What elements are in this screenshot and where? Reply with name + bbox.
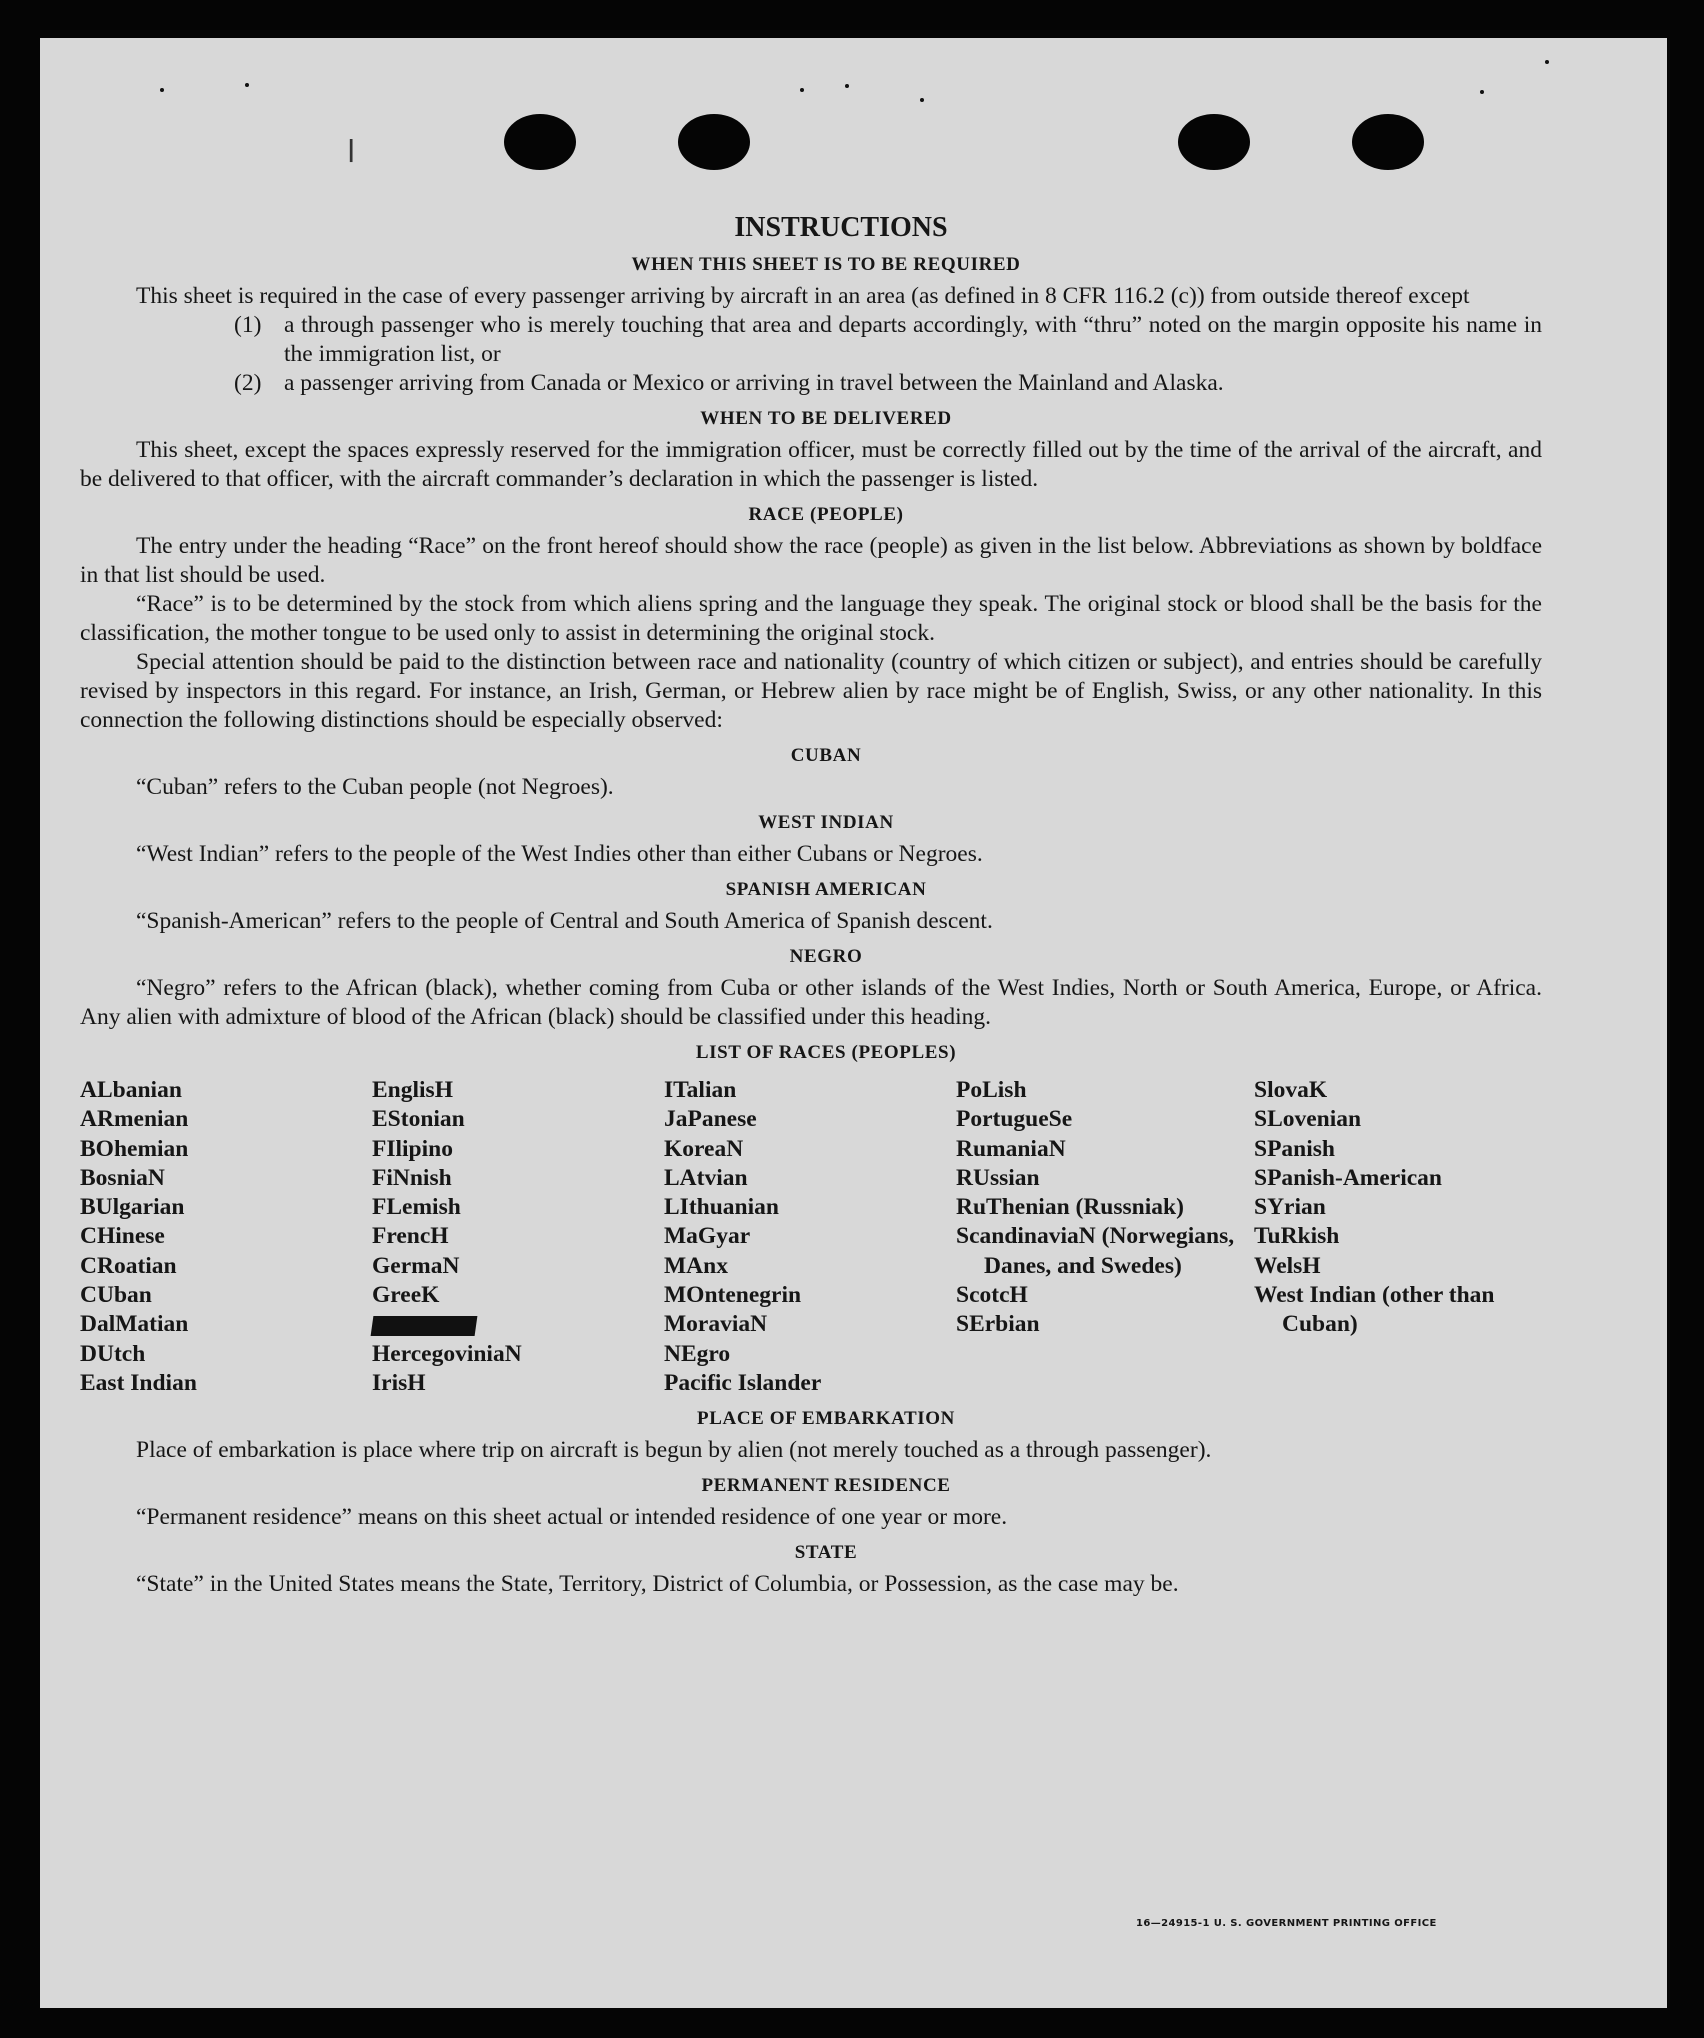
page-title: INSTRUCTIONS: [734, 212, 948, 243]
west-indian-text: “West Indian” refers to the people of the West Indies other than either Cubans or Negroes.: [136, 841, 983, 867]
ink-speck: [1545, 60, 1549, 64]
race-entry: MOntenegrin: [664, 1282, 802, 1309]
race-entry-redacted: [372, 1310, 664, 1339]
race-entry: LAtvian: [664, 1164, 748, 1191]
section-heading-state: STATE: [794, 1542, 858, 1564]
race-entry: West Indian (other than Cuban): [1254, 1282, 1495, 1338]
race-entry: Pacific Islander: [664, 1369, 822, 1396]
ink-speck: [800, 88, 804, 92]
races-list: [80, 1076, 1542, 1398]
punch-hole: [504, 114, 576, 170]
race-entry: CHinese: [80, 1223, 165, 1250]
race-entry: PortugueSe: [956, 1106, 1073, 1133]
race-entry: East Indian: [80, 1369, 197, 1396]
race-entry: BOhemian: [80, 1135, 189, 1162]
races-column: [664, 1076, 956, 1398]
race-entry: IrisH: [372, 1369, 426, 1396]
race-entry: EnglisH: [372, 1077, 453, 1103]
race-entry: LIthuanian: [664, 1194, 779, 1221]
required-intro: This sheet is required in the case of every passenger arriving by aircraft in an area (as defined in 8 CFR 116.2 (c)) from outside thereof except: [136, 283, 1470, 309]
race-entry: ARmenian: [80, 1106, 189, 1133]
race-entry: KoreaN: [664, 1135, 744, 1162]
race-entry: PoLish: [956, 1077, 1027, 1103]
race-entry: SlovaK: [1254, 1077, 1328, 1103]
race-entry: CUban: [80, 1282, 152, 1309]
ink-speck: [920, 98, 924, 102]
ink-speck: [845, 84, 849, 88]
delivered-text: This sheet, except the spaces expressly reserved for the immigration officer, must be correctly filled out by the time of the arrival of the aircraft, and be delivered to that officer, with the aircraft commander’s declaration in which the passenger is listed.: [80, 437, 1542, 492]
race-entry: DUtch: [80, 1340, 146, 1367]
negro-text: “Negro” refers to the African (black), whether coming from Cuba or other islands of the West Indies, North or South America, Europe, or Africa. Any alien with admixture of blood of the African (black) should be classified under this heading.: [80, 975, 1542, 1030]
race-entry: NEgro: [664, 1340, 731, 1367]
section-heading-cuban: CUBAN: [790, 745, 862, 766]
list-item: [80, 369, 1542, 398]
race-entry: GermaN: [372, 1252, 460, 1279]
race-entry: RuThenian (Russniak): [956, 1194, 1184, 1221]
item-text: a passenger arriving from Canada or Mexico or arriving in travel between the Mainland and Alaska.: [284, 370, 1224, 396]
races-column: [1254, 1076, 1546, 1398]
race-paragraph: Special attention should be paid to the distinction between race and nationality (country of which citizen or subject), and entries should be carefully revised by inspectors in this regard. For instance, an Irish, German, or Hebrew alien by race might be of English, Swiss, or any other nationality. In this connection the following distinctions should be especially observed:: [80, 649, 1542, 733]
race-entry: FLemish: [372, 1194, 461, 1221]
race-entry: ScandinaviaN (Norwegians, Danes, and Swedes): [956, 1223, 1235, 1279]
races-column: [956, 1076, 1254, 1398]
ink-speck: [1480, 90, 1484, 94]
printer-imprint: 16—24915-1 U. S. GOVERNMENT PRINTING OFFICE: [1136, 1918, 1437, 1929]
race-entry: CRoatian: [80, 1252, 177, 1279]
race-entry: SLovenian: [1254, 1106, 1362, 1133]
section-heading-delivered: WHEN TO BE DELIVERED: [700, 408, 952, 429]
race-entry: MoraviaN: [664, 1311, 768, 1338]
redaction-mark: [371, 1316, 478, 1336]
race-entry: TuRkish: [1254, 1223, 1340, 1250]
race-entry: FIlipino: [372, 1135, 453, 1162]
section-heading-spanish-american: SPANISH AMERICAN: [725, 879, 927, 900]
state-text: “State” in the United States means the State, Territory, District of Columbia, or Possession, as the case may be.: [136, 1571, 1179, 1598]
punch-hole: [1352, 114, 1424, 170]
race-entry: RUssian: [956, 1164, 1040, 1191]
race-entry: EStonian: [372, 1106, 465, 1133]
race-entry: MAnx: [664, 1252, 728, 1279]
race-entry: ITalian: [664, 1077, 737, 1103]
race-entry: JaPanese: [664, 1106, 757, 1133]
race-paragraph: The entry under the heading “Race” on the front hereof should show the race (people) as given in the list below. Abbreviations as shown by boldface in that list should be used.: [80, 533, 1542, 588]
race-entry: SPanish: [1254, 1135, 1335, 1162]
list-item: [80, 311, 1542, 369]
document-sheet: [40, 38, 1667, 2008]
cuban-text: “Cuban” refers to the Cuban people (not Negroes).: [136, 774, 614, 800]
race-entry: SYrian: [1254, 1194, 1326, 1221]
item-number: (1): [234, 312, 262, 338]
race-entry: HercegoviniaN: [372, 1340, 522, 1367]
race-entry: ScotcH: [956, 1282, 1028, 1309]
race-entry: FrencH: [372, 1223, 449, 1250]
section-heading-negro: NEGRO: [789, 946, 863, 967]
race-entry: BosniaN: [80, 1164, 165, 1191]
races-column: [372, 1076, 664, 1398]
race-entry: RumaniaN: [956, 1135, 1066, 1162]
race-entry: MaGyar: [664, 1223, 751, 1250]
race-entry: FiNnish: [372, 1164, 452, 1191]
ink-speck: [245, 83, 249, 87]
race-entry: BUlgarian: [80, 1194, 185, 1221]
instructions-body: [80, 168, 1542, 1599]
section-heading-embarkation: PLACE OF EMBARKATION: [697, 1408, 955, 1430]
race-entry: SPanish-American: [1254, 1164, 1442, 1191]
spanish-american-text: “Spanish-American” refers to the people of Central and South America of Spanish descent.: [136, 908, 993, 934]
race-paragraph: “Race” is to be determined by the stock from which aliens spring and the language they speak. The original stock or blood shall be the basis for the classification, the mother tongue to be used only to assist in determining the original stock.: [80, 591, 1542, 646]
item-number: (2): [234, 370, 262, 396]
section-heading-race: RACE (PEOPLE): [748, 504, 904, 525]
item-text: a through passenger who is merely touching that area and departs accordingly, with “thru” noted on the margin opposite his name in the immigration list, or: [284, 312, 1542, 367]
punch-hole: [1178, 114, 1250, 170]
race-entry: SErbian: [956, 1311, 1040, 1338]
section-heading-races-list: LIST OF RACES (PEOPLES): [695, 1042, 957, 1063]
race-entry: WelsH: [1254, 1252, 1321, 1279]
residence-text: “Permanent residence” means on this sheet actual or intended residence of one year or more.: [136, 1504, 1008, 1531]
section-heading-required: WHEN THIS SHEET IS TO BE REQUIRED: [631, 254, 1021, 275]
section-heading-residence: PERMANENT RESIDENCE: [701, 1475, 951, 1497]
embarkation-text: Place of embarkation is place where trip on aircraft is begun by alien (not merely touched as a through passenger).: [136, 1437, 1212, 1464]
races-column: [80, 1076, 372, 1398]
pencil-mark: l: [347, 135, 356, 170]
section-heading-west-indian: WEST INDIAN: [758, 812, 894, 833]
ink-speck: [160, 88, 164, 92]
race-entry: DalMatian: [80, 1311, 189, 1338]
race-entry: ALbanian: [80, 1077, 182, 1103]
race-entry: GreeK: [372, 1282, 440, 1309]
punch-hole: [678, 114, 750, 170]
